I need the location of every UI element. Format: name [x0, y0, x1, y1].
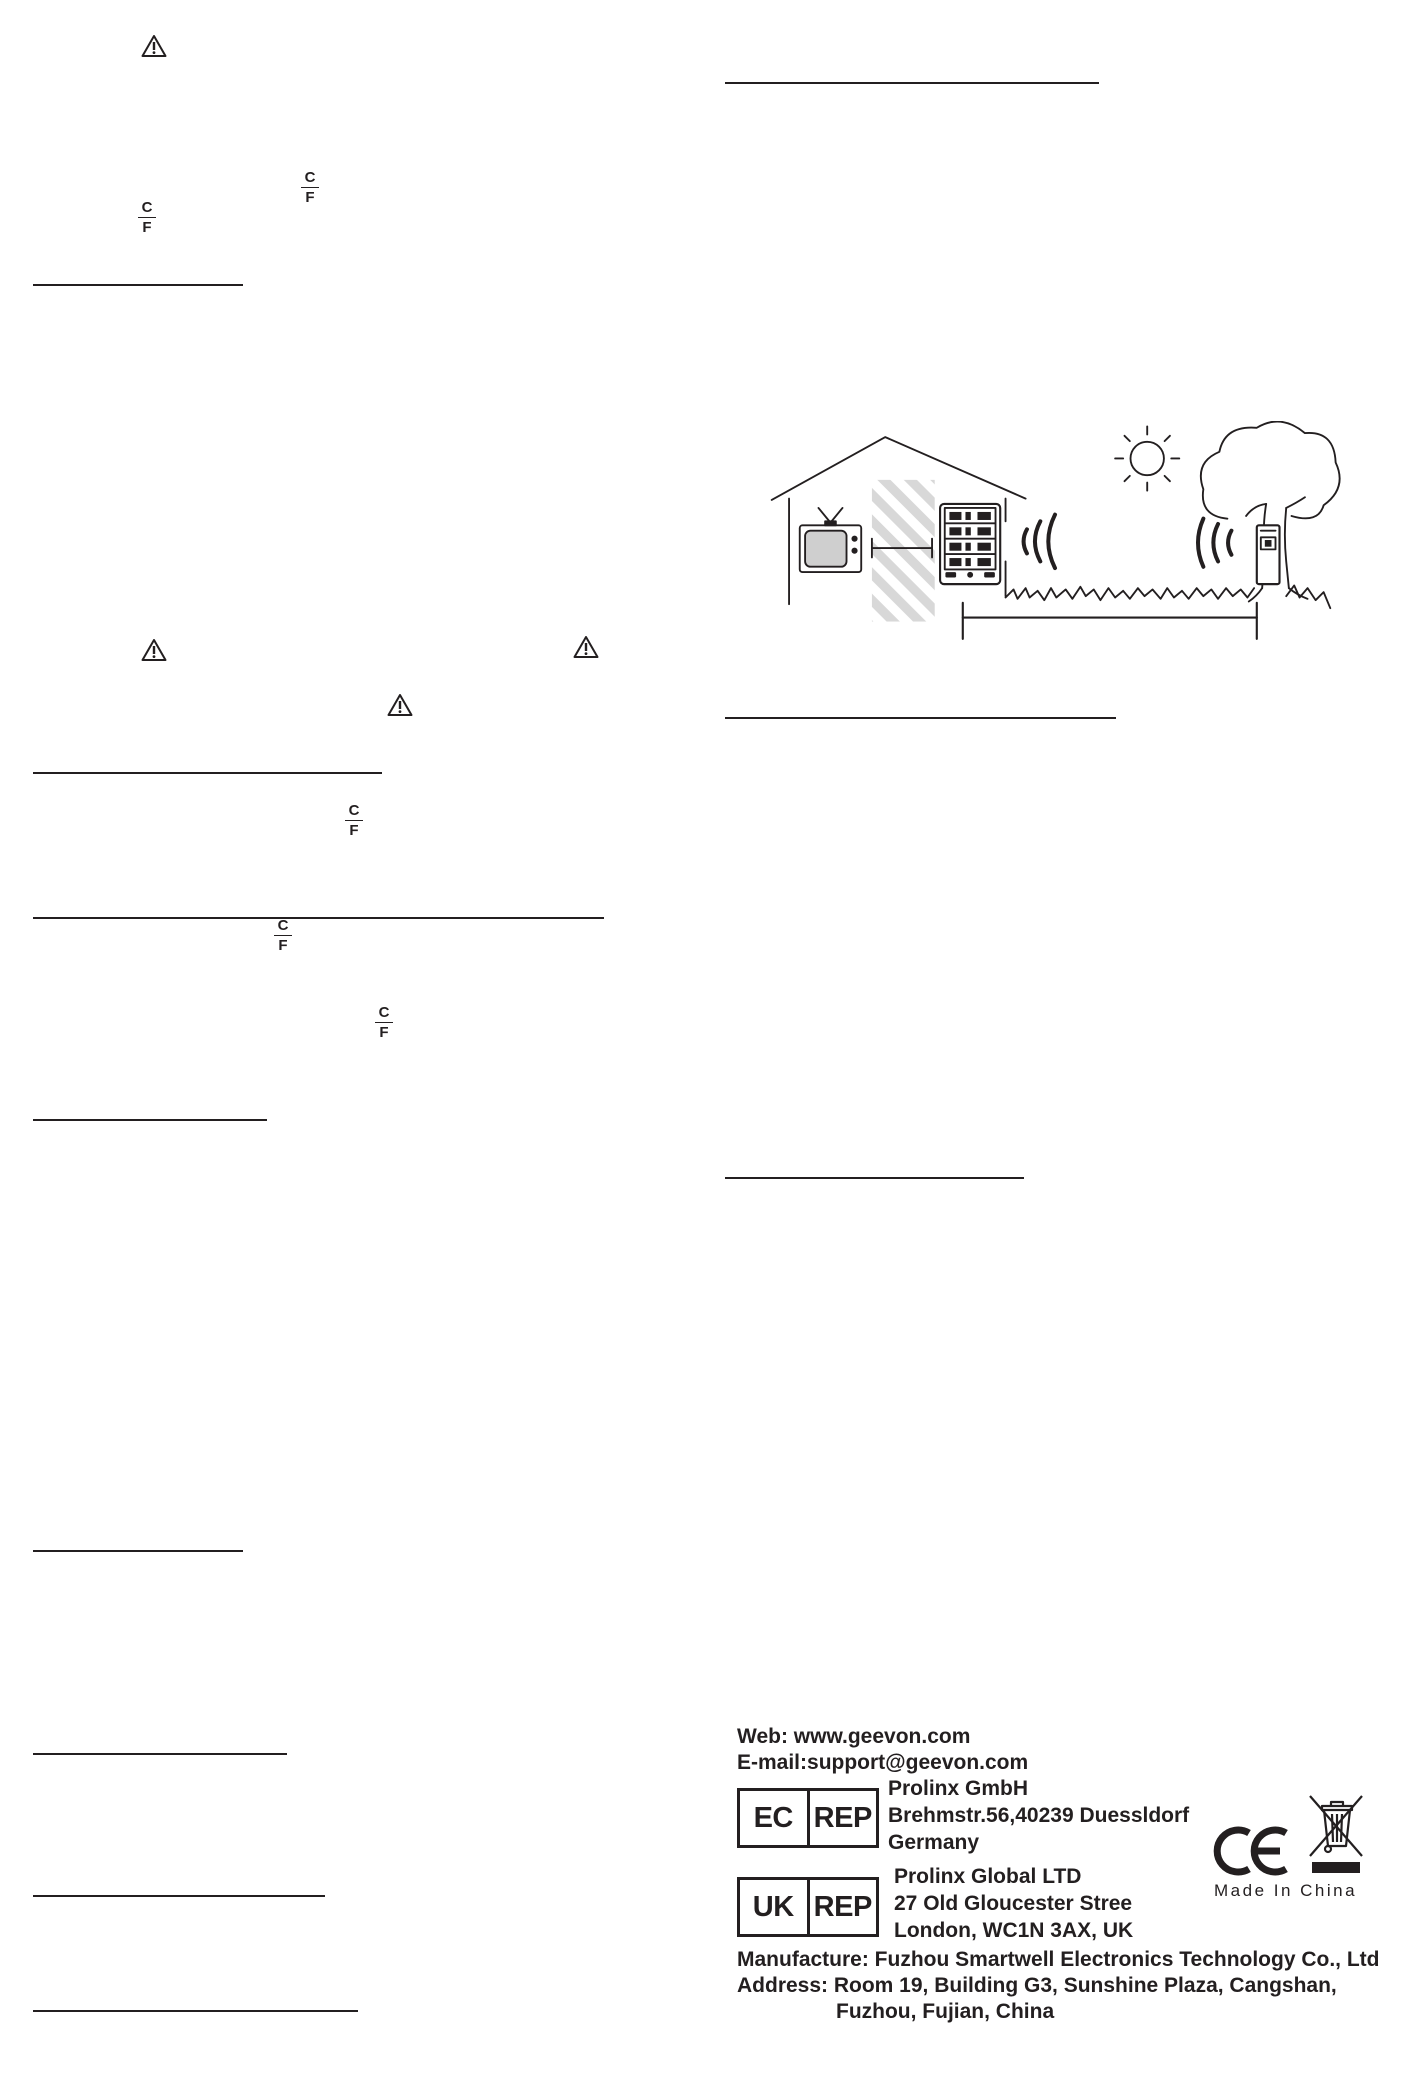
fahrenheit-letter: F	[278, 937, 288, 954]
celsius-fahrenheit-symbol	[374, 1005, 394, 1043]
section-heading-rule	[33, 1119, 267, 1121]
warning-icon	[141, 34, 167, 58]
sun-icon	[1115, 426, 1179, 490]
warning-icon	[573, 635, 599, 659]
uk-rep-city: London, WC1N 3AX, UK	[894, 1919, 1134, 1942]
weee-bin-icon	[1306, 1792, 1366, 1874]
section-heading-rule	[33, 1895, 325, 1897]
email-text: E-mail:support@geevon.com	[737, 1751, 1029, 1774]
section-heading-rule	[33, 917, 604, 919]
made-in-text: Made In China	[1214, 1881, 1358, 1900]
fahrenheit-letter: F	[379, 1024, 389, 1041]
ec-rep-right: REP	[807, 1791, 877, 1845]
signal-waves	[1198, 519, 1231, 567]
address-line-1: Address: Room 19, Building G3, Sunshine Plaza, Cangshan,	[737, 1974, 1337, 1997]
section-heading-rule	[33, 1753, 287, 1755]
uk-rep-street: 27 Old Gloucester Stree	[894, 1892, 1133, 1915]
celsius-fahrenheit-symbol	[300, 170, 320, 208]
ce-mark	[1212, 1822, 1292, 1880]
grass	[1286, 585, 1330, 608]
outdoor-sensor	[1257, 525, 1280, 584]
celsius-letter: C	[304, 169, 316, 186]
section-heading-rule	[725, 82, 1099, 84]
celsius-letter: C	[348, 802, 360, 819]
grass	[1006, 587, 1255, 600]
section-heading-rule	[33, 2010, 358, 2012]
section-heading-rule	[33, 284, 243, 286]
ec-rep-country: Germany	[888, 1831, 980, 1854]
distance-marker	[963, 603, 1257, 639]
manufacturer-text: Manufacture: Fuzhou Smartwell Electronics Technology Co., Ltd	[737, 1948, 1380, 1971]
celsius-letter: C	[141, 199, 153, 216]
wall-obstacle	[872, 480, 935, 622]
celsius-fahrenheit-symbol	[137, 200, 157, 238]
celsius-letter: C	[378, 1004, 390, 1021]
website-text: Web: www.geevon.com	[737, 1725, 971, 1748]
celsius-fahrenheit-symbol	[273, 918, 293, 956]
signal-waves	[1024, 515, 1055, 568]
warning-icon	[387, 693, 413, 717]
section-heading-rule	[725, 1177, 1024, 1179]
address-line-2: Fuzhou, Fujian, China	[836, 2000, 1055, 2023]
uk-rep-left: UK	[752, 1890, 794, 1923]
placement-illustration	[765, 421, 1345, 643]
warning-icon	[141, 638, 167, 662]
fahrenheit-letter: F	[305, 189, 315, 206]
ec-rep-name: Prolinx GmbH	[888, 1777, 1029, 1800]
celsius-letter: C	[277, 917, 289, 934]
section-heading-rule	[725, 717, 1116, 719]
display-unit	[940, 504, 1000, 584]
ec-rep-badge	[737, 1788, 879, 1848]
uk-rep-right: REP	[807, 1880, 877, 1934]
ec-rep-left: EC	[753, 1801, 793, 1834]
tv-icon	[800, 508, 861, 572]
celsius-fahrenheit-symbol	[344, 803, 364, 841]
uk-rep-name: Prolinx Global LTD	[894, 1865, 1082, 1888]
uk-rep-badge	[737, 1877, 879, 1937]
fahrenheit-letter: F	[349, 822, 359, 839]
section-heading-rule	[33, 1550, 243, 1552]
ec-rep-street: Brehmstr.56,40239 Duessldorf	[888, 1804, 1190, 1827]
fahrenheit-letter: F	[142, 219, 152, 236]
section-heading-rule	[33, 772, 382, 774]
